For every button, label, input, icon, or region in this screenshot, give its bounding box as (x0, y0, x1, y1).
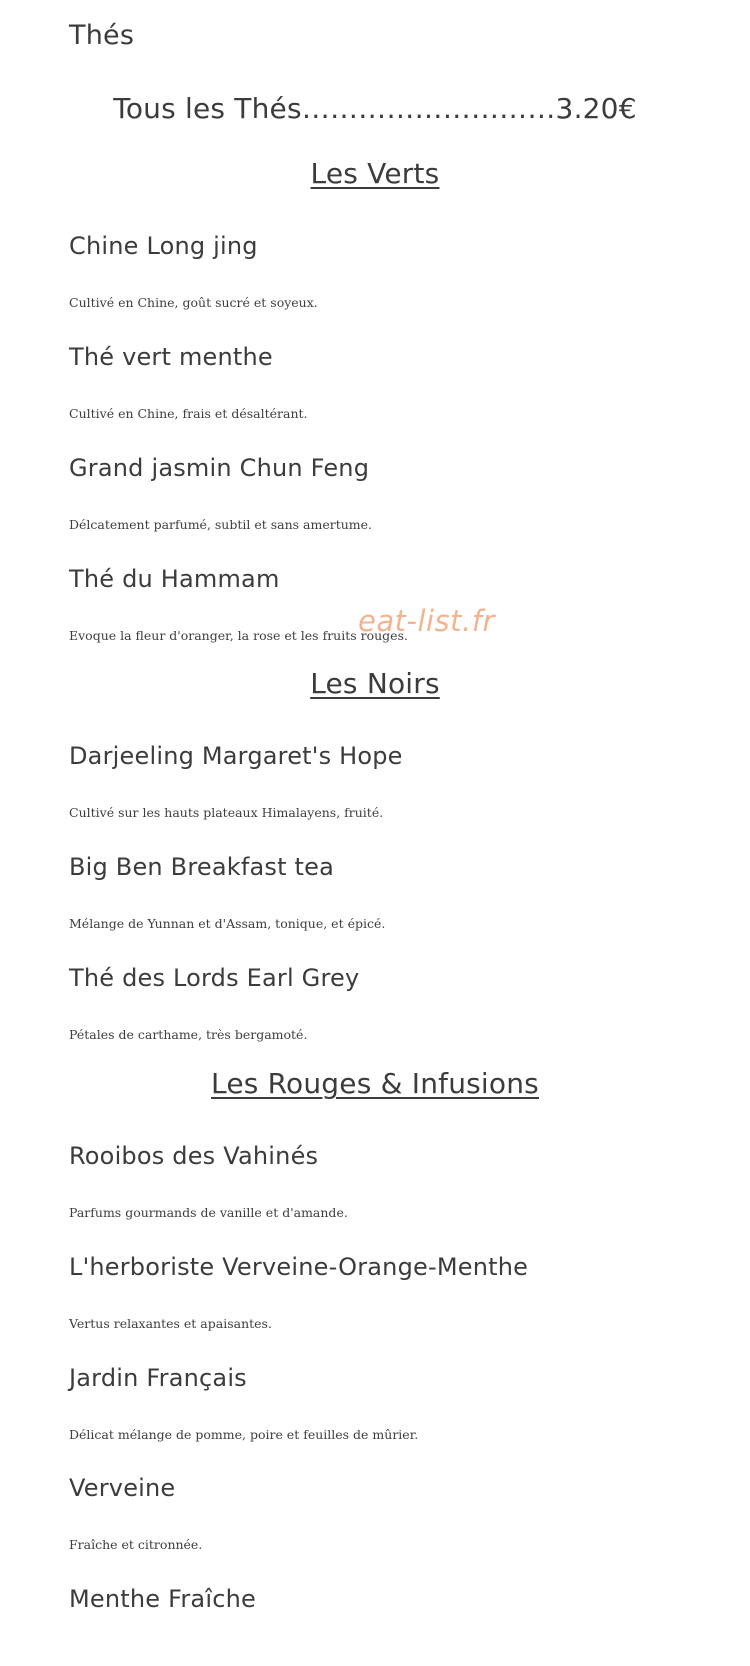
section-title-noirs: Les Noirs (310, 667, 440, 700)
menu-item-name: Big Ben Breakfast tea (69, 853, 335, 881)
menu-item-description: Cultivé sur les hauts plateaux Himalayens, fruité. (69, 805, 384, 820)
menu-item-name: Grand jasmin Chun Feng (69, 454, 370, 482)
menu-item-description: Délicat mélange de pomme, poire et feuilles de mûrier. (69, 1427, 419, 1442)
menu-item-name: L'herboriste Verveine-Orange-Menthe (69, 1253, 529, 1281)
page-title: Thés (69, 20, 135, 51)
menu-item-description: Délcatement parfumé, subtil et sans amertume. (69, 517, 373, 532)
menu-item-name: Menthe Fraîche (69, 1585, 256, 1613)
menu-item-description: Mélange de Yunnan et d'Assam, tonique, et épicé. (69, 916, 386, 931)
menu-item-name: Jardin Français (69, 1364, 247, 1392)
menu-item-description: Fraîche et citronnée. (69, 1537, 203, 1552)
menu-item-name: Thé du Hammam (69, 565, 280, 593)
menu-item-name: Verveine (69, 1474, 176, 1502)
menu-item-name: Rooibos des Vahinés (69, 1142, 319, 1170)
section-title-verts: Les Verts (310, 157, 440, 190)
menu-item-description: Parfums gourmands de vanille et d'amande. (69, 1205, 348, 1220)
menu-item-name: Thé des Lords Earl Grey (69, 964, 360, 992)
menu-item-description: Vertus relaxantes et apaisantes. (69, 1316, 272, 1331)
menu-item-description: Cultivé en Chine, goût sucré et soyeux. (69, 295, 318, 310)
menu-item-name: Chine Long jing (69, 232, 258, 260)
menu-item-name: Darjeeling Margaret's Hope (69, 742, 403, 770)
menu-item-description: Pétales de carthame, très bergamoté. (69, 1027, 308, 1042)
watermark-logo: eat-list.fr (358, 604, 495, 638)
menu-item-name: Thé vert menthe (69, 343, 273, 371)
section-title-rouges-infusions: Les Rouges & Infusions (211, 1067, 539, 1100)
menu-item-description: Evoque la fleur d'oranger, la rose et les fruits rouges. (69, 628, 408, 643)
price-line: Tous les Thés………………………3.20€ (113, 92, 637, 125)
menu-item-description: Cultivé en Chine, frais et désaltérant. (69, 406, 308, 421)
